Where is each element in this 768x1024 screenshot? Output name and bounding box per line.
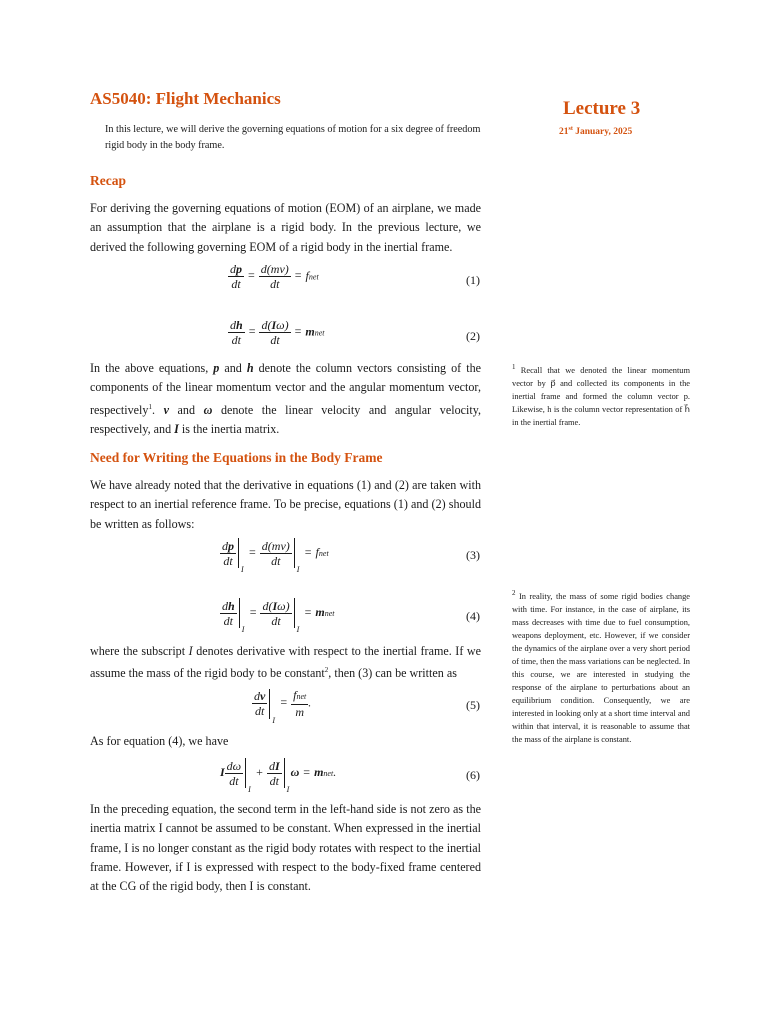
paragraph-variables: In the above equations, p and h denote the column vectors consisting of the components of the linear momentum vector and the angular momentum vector, respectively$^1$. v and ω denote the linear velocity and angular velocity, respectively, and I is the inertia matrix. bbox=[90, 361, 481, 436]
paragraph-subscript: where the subscript I denotes derivative with respect to the inertial frame. If we assume the mass of the rigid body to be constant$^2$, then (3) can be written as bbox=[90, 644, 481, 681]
equation-number-6: (6) bbox=[466, 768, 480, 782]
equation-3: $\frac{dp}{dt}$ I = $\frac{d(mv)}{dt}$ I = fnet bbox=[222, 538, 329, 574]
equation-number-3: (3) bbox=[466, 548, 480, 562]
equation-number-5: (5) bbox=[466, 698, 480, 712]
equation-5: $\frac{dv}{dt}$ I = $\frac{\text{fnet}}{m}$ . bbox=[254, 688, 312, 725]
lecture-date: 21st January, 2025 bbox=[559, 126, 633, 138]
equation-number-2: (2) bbox=[466, 329, 480, 343]
paragraph-inertial: We have already noted that the derivative in equations (1) and (2) are taken with respect to an inertial reference frame. To be precise, equations (1) and (2) should be written as follows: bbox=[90, 478, 481, 531]
page-title: AS5040: Flight Mechanics bbox=[90, 89, 281, 108]
equation-1: $\frac{dp}{dt}$ = $\frac{d(mv)}{dt}$ = fnet bbox=[230, 262, 319, 291]
footnote-mark-2: 2 bbox=[324, 666, 329, 675]
footnote-mark-1: 1 bbox=[148, 402, 152, 411]
lecture-number: Lecture 3 bbox=[563, 98, 641, 119]
section-heading-recap: Recap bbox=[90, 173, 126, 188]
equation-2: $\frac{dh}{dt}$ = $\frac{d(I\omega)}{dt}$ = mnet bbox=[230, 318, 325, 347]
paragraph-recap: For deriving the governing equations of motion (EOM) of an airplane, we made an assumption that the airplane is a rigid body. In the previous lecture, we derived the following governing EOM of a rigid body in the inertial frame. bbox=[90, 201, 481, 254]
equation-6: I $\frac{d\omega}{dt}$ I + $\frac{dI}{dt}$ I ω = mnet. bbox=[220, 758, 337, 794]
equation-number-4: (4) bbox=[466, 609, 480, 623]
abstract: In this lecture, we will derive the governing equations of motion for a six degree of freedom rigid body in the body frame. bbox=[105, 124, 481, 151]
section-heading-body-frame: Need for Writing the Equations in the Body Frame bbox=[90, 450, 383, 465]
footnote-2: $^2$ In reality, the mass of some rigid bodies change with time. For instance, in the case of airplane, its mass decreases with time due to fuel consumption, weapons deployment, etc. However, if we consider the dynamics of the airplane over a very short period of time, then the mass variations can be neglected. In this course, we are interested in studying the response of the airplane to perturbations about an equilibrium condition. Consequently, we are interested in looking only at a short time interval and within that interval, it is reasonable to assume that the mass of the airplane is constant. bbox=[512, 589, 691, 744]
paragraph-inertia: In the preceding equation, the second term in the left-hand side is not zero as the inertia matrix I cannot be assumed to be constant. When expressed in the inertial frame, I is no longer constant as the rigid body rotates with respect to the inertial frame. However, if I is expressed with respect to the body-fixed frame centered at the CG of the rigid body, then I is constant. bbox=[90, 802, 481, 894]
equation-4: $\frac{dh}{dt}$ I = $\frac{d(I\omega)}{dt}$ I = mnet bbox=[222, 598, 335, 634]
equation-number-1: (1) bbox=[466, 273, 480, 287]
footnote-1: $^1$ Recall that we denoted the linear momentum vector by p⃗ and collected its components in the inertial frame and formed the column vector p. Likewise, h is the column vector representation of h⃗ in the inertial frame. bbox=[512, 363, 690, 427]
paragraph-eq4: As for equation (4), we have bbox=[90, 734, 229, 748]
